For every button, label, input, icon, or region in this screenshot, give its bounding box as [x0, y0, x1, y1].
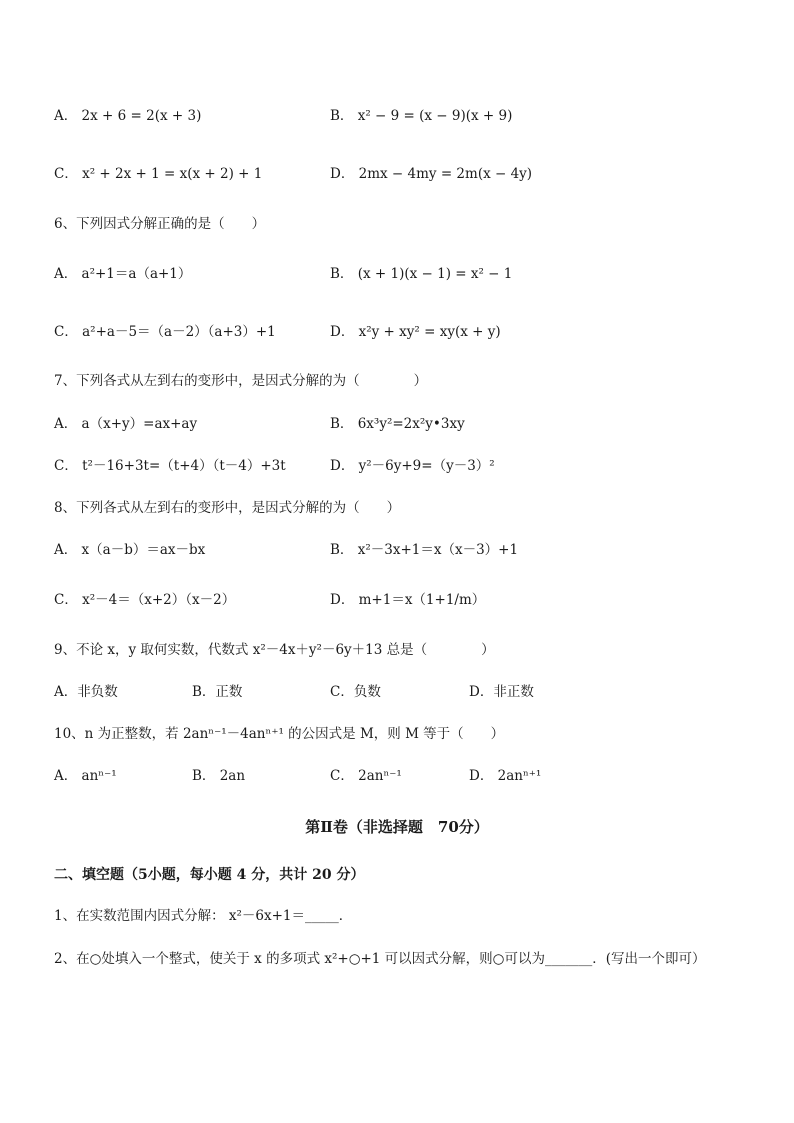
q5-option-d: D． 2mx − 4my = 2m(x − 4y) — [330, 166, 533, 182]
section-title: 第Ⅱ卷（非选择题 70分） — [305, 818, 489, 836]
q9-option-b: B．正数 — [192, 684, 243, 700]
q10-stem: 10、n 为正整数，若 2anⁿ⁻¹－4anⁿ⁺¹ 的公因式是 M，则 M 等于（ ） — [54, 726, 505, 742]
section-subtitle: 二、填空题（5小题，每小题 4 分，共计 20 分） — [54, 867, 365, 883]
q8-option-a: A． x（a－b）＝ax－bx — [54, 542, 206, 558]
q10-option-a: A． anⁿ⁻¹ — [54, 768, 117, 784]
q5-option-a: A． 2x + 6 = 2(x + 3) — [54, 108, 202, 124]
q10-option-d: D． 2anⁿ⁺¹ — [469, 768, 542, 784]
q8-stem: 8、下列各式从左到右的变形中，是因式分解的为（ ） — [54, 500, 401, 516]
q7-option-c: C． t²－16+3t=（t+4）（t－4）+3t — [54, 458, 286, 474]
q9-option-a: A．非负数 — [54, 684, 118, 700]
q7-option-b: B． 6x³y²=2x²y•3xy — [330, 416, 465, 432]
fill-question-1: 1、在实数范围内因式分解： x²－6x+1＝_____． — [54, 908, 353, 924]
q8-option-d: D． m+1＝x（1+1/m） — [330, 592, 486, 608]
q5-option-b: B． x² − 9 = (x − 9)(x + 9) — [330, 108, 513, 124]
fill-question-2: 2、在○处填入一个整式，使关于 x 的多项式 x²+○+1 可以因式分解，则○可以为_______．(写出一个即可） — [54, 951, 706, 967]
q8-option-c: C． x²－4＝（x+2）（x－2） — [54, 592, 236, 608]
q6-option-d: D． x²y + xy² = xy(x + y) — [330, 324, 501, 340]
q7-option-a: A． a（x+y）=ax+ay — [54, 416, 198, 432]
q7-option-d: D． y²－6y+9=（y－3）² — [330, 458, 495, 474]
q10-option-c: C． 2anⁿ⁻¹ — [330, 768, 402, 784]
q6-stem: 6、下列因式分解正确的是（ ） — [54, 216, 266, 232]
q5-option-c: C． x² + 2x + 1 = x(x + 2) + 1 — [54, 166, 263, 182]
q7-stem: 7、下列各式从左到右的变形中，是因式分解的为（ ） — [54, 373, 428, 389]
q9-stem: 9、不论 x，y 取何实数，代数式 x²－4x＋y²－6y＋13 总是（ ） — [54, 642, 495, 658]
q8-option-b: B． x²－3x+1＝x（x－3）+1 — [330, 542, 519, 558]
q6-option-b: B． (x + 1)(x − 1) = x² − 1 — [330, 266, 513, 282]
q6-option-a: A． a²+1＝a（a+1） — [54, 266, 192, 282]
q10-option-b: B． 2an — [192, 768, 246, 784]
q9-option-d: D．非正数 — [469, 684, 534, 700]
q9-option-c: C．负数 — [330, 684, 381, 700]
q6-option-c: C． a²+a－5＝（a－2）（a+3）+1 — [54, 324, 276, 340]
